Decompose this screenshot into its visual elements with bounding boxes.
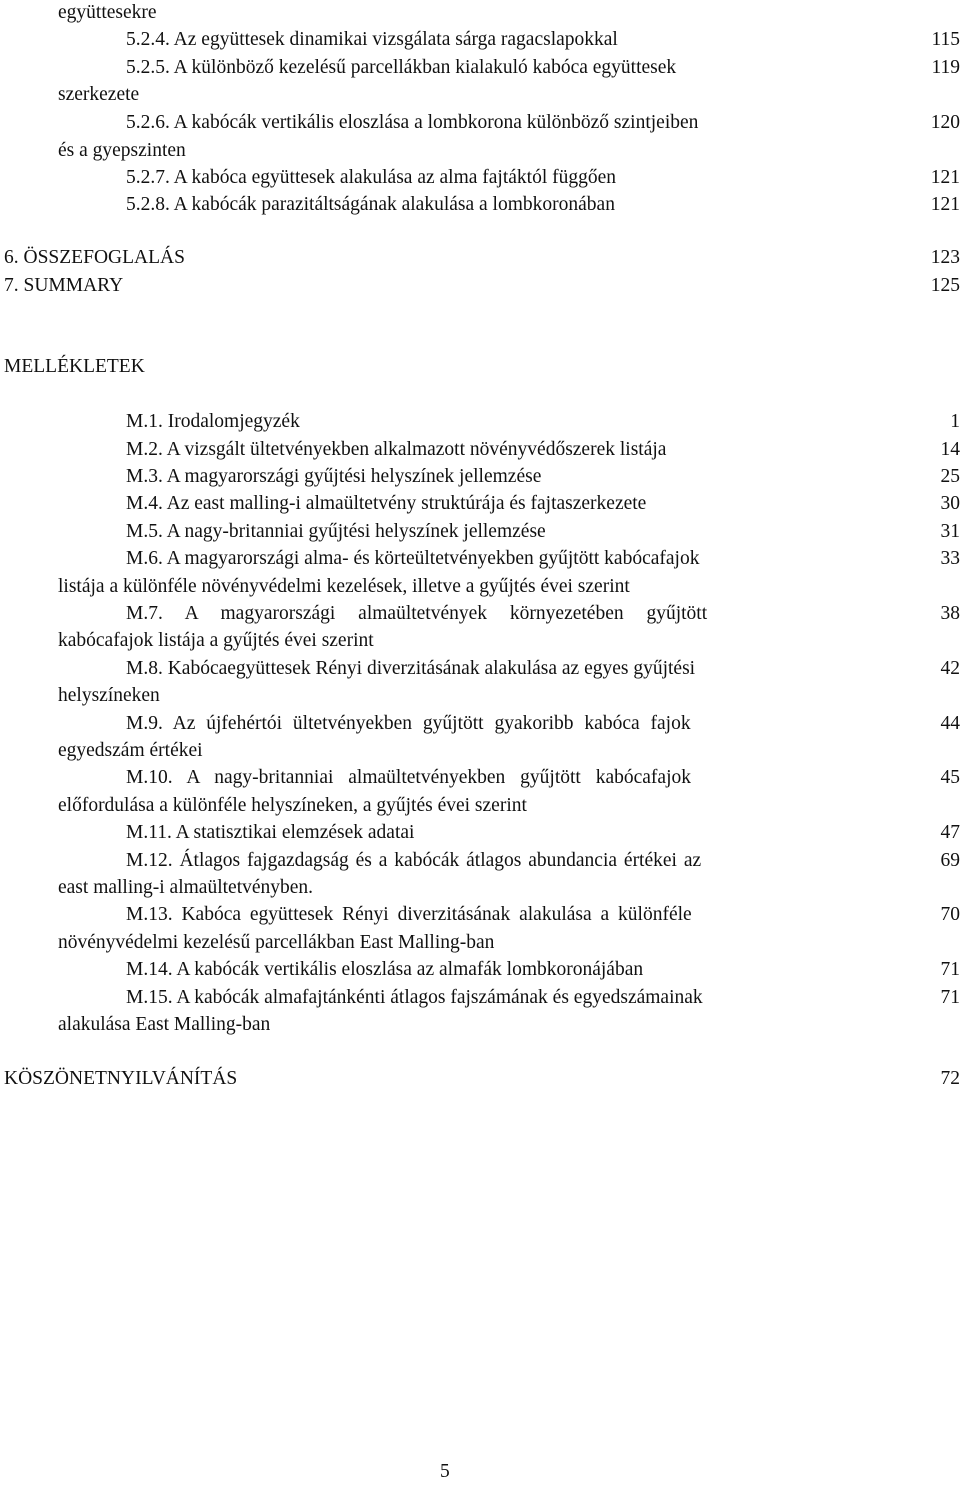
toc-page-number: 31 <box>941 519 960 545</box>
toc-line <box>126 27 960 53</box>
toc-entry-text: M.8. Kabócaegyüttesek Rényi diverzitásának alakulása az egyes gyűjtési <box>126 658 695 679</box>
toc-entry-text: szerkezete <box>58 84 139 105</box>
appendix-entry <box>126 820 960 846</box>
toc-entry-text: M.12. Átlagos fajgazdagság és a kabócák átlagos abundancia értékei az <box>126 850 701 871</box>
appendix-entry <box>126 902 960 928</box>
toc-page-number: 42 <box>941 656 960 682</box>
toc-entry-text: M.9. Az újfehértói ültetvényekben gyűjtött gyakoribb kabóca fajok <box>126 713 691 734</box>
page-number <box>440 1459 450 1485</box>
toc-page-number: 121 <box>931 192 960 218</box>
toc-page-number: 25 <box>941 464 960 490</box>
appendix-entry <box>126 409 960 435</box>
toc-entry-text: east malling-i almaültetvényben. <box>58 877 313 898</box>
toc-entry-text: listája a különféle növényvédelmi kezelések, illetve a gyűjtés évei szerint <box>58 576 630 597</box>
toc-entry-text: előfordulása a különféle helyszíneken, a gyűjtés évei szerint <box>58 795 527 816</box>
toc-page-number: 120 <box>931 110 960 136</box>
appendix-entry <box>126 519 960 545</box>
appendix-entry-continuation <box>58 574 630 600</box>
toc-page-number: 47 <box>941 820 960 846</box>
toc-line <box>126 192 960 218</box>
chapter-title: 7. SUMMARY <box>4 275 123 296</box>
toc-entry-text: M.13. Kabóca együttesek Rényi diverzitásának alakulása a különféle <box>126 904 692 925</box>
toc-page-number: 125 <box>931 273 960 299</box>
toc-page-number: 71 <box>941 985 960 1011</box>
toc-entry-text: M.4. Az east malling-i almaültetvény struktúrája és fajtaszerkezete <box>126 493 646 514</box>
toc-entry-text: M.15. A kabócák almafajtánkénti átlagos fajszámának és egyedszámainak <box>126 987 703 1008</box>
appendix-entry <box>126 711 960 737</box>
page-number-text: 5 <box>440 1461 450 1482</box>
appendix-entry <box>126 765 960 791</box>
toc-entry-text: M.10. A nagy-britanniai almaültetvényekben gyűjtött kabócafajok <box>126 767 691 788</box>
toc-page-number: 1 <box>950 409 960 435</box>
appendix-entry <box>126 848 960 874</box>
appendix-entry <box>126 546 960 572</box>
toc-page-number: 70 <box>941 902 960 928</box>
appendix-entry-continuation <box>58 1012 270 1038</box>
appendix-entry-continuation <box>58 875 313 901</box>
appendix-entry <box>126 464 960 490</box>
toc-line <box>58 82 960 108</box>
appendix-entry-continuation <box>58 628 374 654</box>
toc-line <box>126 165 960 191</box>
toc-entry-text: M.2. A vizsgált ültetvényekben alkalmazott növényvédőszerek listája <box>126 439 666 460</box>
toc-line <box>126 110 960 136</box>
appendix-entry <box>126 601 960 627</box>
appendix-entry-continuation <box>58 683 160 709</box>
toc-page-number: 45 <box>941 765 960 791</box>
appendix-entry-continuation <box>58 930 494 956</box>
toc-entry-text: és a gyepszinten <box>58 140 186 161</box>
toc-line <box>4 245 960 271</box>
toc-page-number: 115 <box>931 27 960 53</box>
appendix-entry-continuation <box>58 738 203 764</box>
toc-page-number: 119 <box>931 55 960 81</box>
toc-entry-text: 5.2.5. A különböző kezelésű parcellákban kialakuló kabóca együttesek <box>126 57 676 78</box>
toc-page-number: 33 <box>941 546 960 572</box>
acknowledgements-title: KÖSZÖNETNYILVÁNÍTÁS <box>4 1068 237 1089</box>
appendix-entry <box>126 985 960 1011</box>
toc-entry-text: helyszíneken <box>58 685 160 706</box>
chapter-title: 6. ÖSSZEFOGLALÁS <box>4 247 185 268</box>
appendix-entry <box>126 437 960 463</box>
toc-page-number: 69 <box>941 848 960 874</box>
toc-entry-text: egyedszám értékei <box>58 740 203 761</box>
toc-entry-text: M.14. A kabócák vertikális eloszlása az almafák lombkoronájában <box>126 959 643 980</box>
toc-page-number: 30 <box>941 491 960 517</box>
appendix-entry <box>126 656 960 682</box>
toc-page-number: 38 <box>941 601 960 627</box>
toc-entry-text: 5.2.8. A kabócák parazitáltságának alakulása a lombkoronában <box>126 194 615 215</box>
toc-entry-text: együttesekre <box>58 2 157 23</box>
toc-line <box>4 273 960 299</box>
toc-line <box>4 1066 960 1092</box>
toc-entry-text: M.7. A magyarországi almaültetvények környezetében gyűjtött <box>126 603 707 624</box>
appendix-entry-continuation <box>58 793 527 819</box>
toc-line <box>58 0 960 26</box>
toc-line <box>58 138 960 164</box>
toc-entry-text: M.3. A magyarországi gyűjtési helyszínek jellemzése <box>126 466 541 487</box>
toc-entry-text: 5.2.7. A kabóca együttesek alakulása az alma fajtáktól függően <box>126 167 616 188</box>
toc-entry-text: alakulása East Malling-ban <box>58 1014 270 1035</box>
toc-line <box>126 55 960 81</box>
toc-entry-text: M.11. A statisztikai elemzések adatai <box>126 822 414 843</box>
toc-entry-text: M.6. A magyarországi alma- és körteültetvényekben gyűjtött kabócafajok <box>126 548 699 569</box>
toc-entry-text: 5.2.4. Az együttesek dinamikai vizsgálata sárga ragacslapokkal <box>126 29 618 50</box>
toc-entry-text: növényvédelmi kezelésű parcellákban East Malling-ban <box>58 932 494 953</box>
appendix-entry <box>126 957 960 983</box>
toc-entry-text: kabócafajok listája a gyűjtés évei szerint <box>58 630 374 651</box>
toc-entry-text: M.1. Irodalomjegyzék <box>126 411 300 432</box>
toc-page-number: 72 <box>941 1066 960 1092</box>
toc-entry-text: M.5. A nagy-britanniai gyűjtési helyszínek jellemzése <box>126 521 546 542</box>
appendix-heading-text: MELLÉKLETEK <box>4 356 145 377</box>
toc-entry-text: 5.2.6. A kabócák vertikális eloszlása a lombkorona különböző szintjeiben <box>126 112 698 133</box>
toc-page-number: 71 <box>941 957 960 983</box>
toc-page-number: 44 <box>941 711 960 737</box>
appendix-entry <box>126 491 960 517</box>
toc-page-number: 123 <box>931 245 960 271</box>
toc-page-number: 14 <box>941 437 960 463</box>
toc-page-number: 121 <box>931 165 960 191</box>
appendix-heading <box>4 354 145 380</box>
